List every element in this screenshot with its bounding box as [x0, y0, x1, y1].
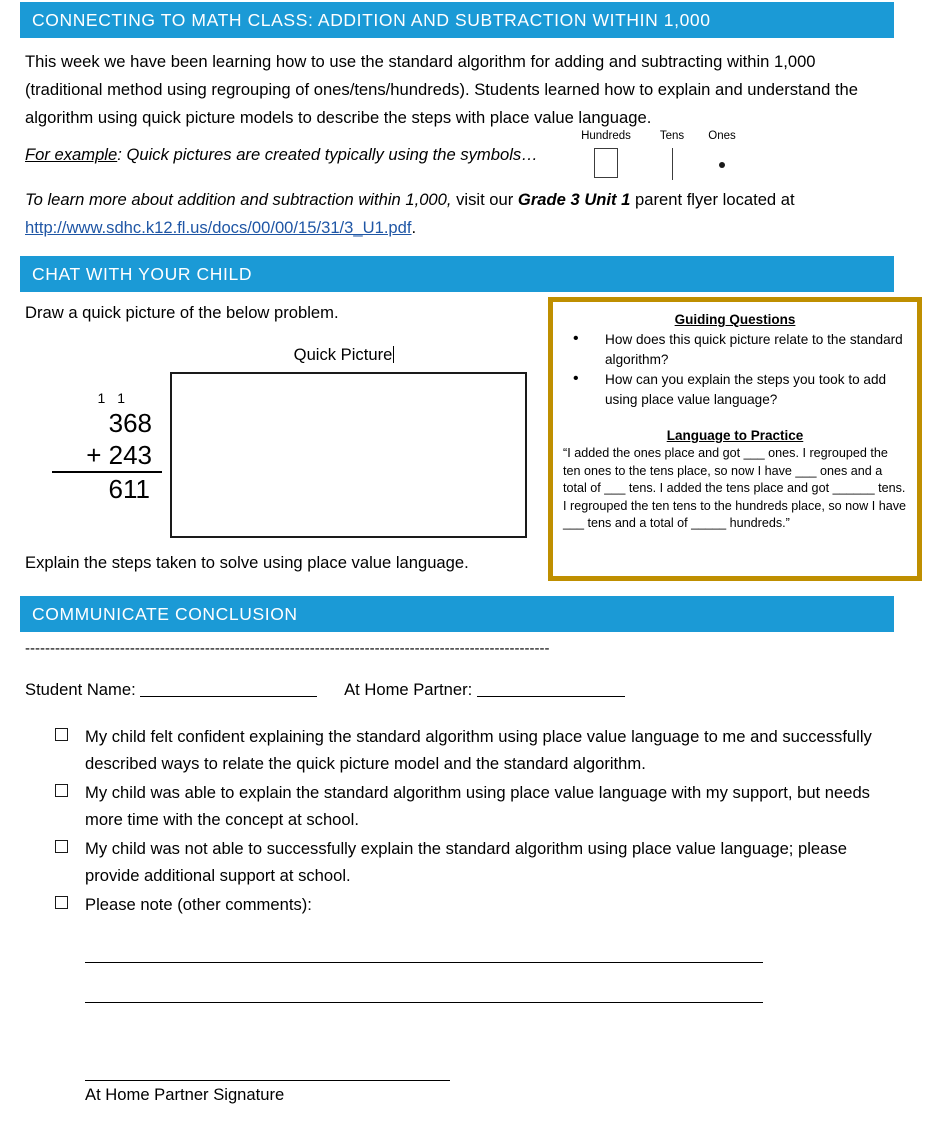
section-header-chat-label: CHAT WITH YOUR CHILD: [32, 263, 253, 284]
dot-symbol-icon: [719, 162, 725, 168]
place-value-tens: [650, 130, 694, 180]
guiding-questions-list: [563, 330, 907, 410]
quick-picture-label-wrap: [160, 345, 528, 365]
language-to-practice-title: Language to Practice: [666, 428, 804, 443]
list-item[interactable]: [52, 891, 897, 918]
section-header-connecting: [20, 2, 894, 38]
intro-paragraph: This week we have been learning how to use the standard algorithm for adding and subtracting within 1,000 (traditional method using regrouping of ones/tens/hundreds). Students learned how to explain and understand the algorithm using quick picture models to describe the steps with place value language.: [25, 52, 859, 127]
text-cursor-icon: [393, 346, 394, 363]
place-value-symbol-group: [570, 130, 760, 180]
conclusion-checkbox-list: [52, 723, 897, 920]
learn-more-flyer-name: Grade 3 Unit 1: [517, 190, 631, 209]
at-home-partner-label: At Home Partner:: [344, 680, 473, 699]
place-value-hundreds: [570, 130, 642, 178]
learn-more-block: [25, 186, 905, 242]
place-value-tens-label: Tens: [659, 130, 685, 142]
link-period: .: [411, 218, 417, 237]
checkbox-label: My child felt confident explaining the standard algorithm using place value language to me and successfully described ways to relate the quick picture model and the standard algorithm.: [85, 727, 872, 773]
dashed-separator: ---------------------------------------------------------------------------------------------------------: [25, 640, 550, 657]
bullet-icon: •: [573, 330, 579, 347]
unit-flyer-link[interactable]: http://www.sdhc.k12.fl.us/docs/00/00/15/31/3_U1.pdf: [25, 218, 412, 237]
student-name-label: Student Name:: [25, 680, 136, 699]
checkbox-icon[interactable]: [55, 896, 68, 909]
square-symbol-icon: [594, 148, 618, 178]
at-home-partner-input[interactable]: [477, 696, 625, 697]
signature-line[interactable]: [85, 1080, 450, 1081]
guiding-questions-box: [548, 297, 922, 581]
guiding-question-text: How can you explain the steps you took to add using place value language?: [605, 372, 887, 407]
guiding-question-text: How does this quick picture relate to the standard algorithm?: [605, 332, 903, 367]
learn-more-visit: visit our: [451, 190, 518, 209]
language-to-practice-text: “I added the ones place and got ___ ones. I regrouped the ten ones to the tens place, so now I have ___ ones and a total of ___ tens. I added the tens place and got ______ tens. I regrouped the ten tens to the hundreds place, so now I have ___ tens and a total of _____ hundreds.”: [563, 446, 907, 530]
guiding-questions-title: Guiding Questions: [674, 312, 796, 327]
quick-picture-label: Quick Picture: [293, 345, 393, 364]
place-value-ones: [700, 130, 744, 168]
addend-one: 368: [108, 408, 152, 438]
section-header-chat: [20, 256, 894, 292]
place-value-ones-label: Ones: [708, 130, 736, 142]
learn-more-suffix: parent flyer located at: [630, 190, 795, 209]
addend-two: + 243: [52, 439, 162, 473]
place-value-hundreds-label: Hundreds: [581, 130, 631, 142]
checkbox-icon[interactable]: [55, 840, 68, 853]
list-item[interactable]: [52, 779, 897, 833]
section-header-conclusion: [20, 596, 894, 632]
explain-steps-prompt: Explain the steps taken to solve using place value language.: [25, 553, 469, 572]
bullet-icon: •: [573, 370, 579, 387]
list-item: [563, 370, 907, 410]
learn-more-prefix: To learn more about addition and subtraction within 1,000,: [25, 190, 452, 209]
for-example-row: [25, 143, 905, 167]
for-example-text: : Quick pictures are created typically using the symbols…: [117, 145, 538, 164]
section-header-connecting-label: CONNECTING TO MATH CLASS: ADDITION AND SUBTRACTION WITHIN 1,000: [32, 9, 711, 30]
comment-line-2[interactable]: [85, 1002, 763, 1003]
checkbox-label: My child was able to explain the standard algorithm using place value language with my support, but needs more time with the concept at school.: [85, 783, 870, 829]
checkbox-icon[interactable]: [55, 728, 68, 741]
quick-picture-drawing-area[interactable]: [170, 372, 527, 538]
checkbox-icon[interactable]: [55, 784, 68, 797]
name-fields-row: [25, 680, 905, 700]
list-item: [563, 330, 907, 370]
list-item[interactable]: [52, 723, 897, 777]
chat-instruction: Draw a quick picture of the below problem.: [25, 303, 339, 322]
comment-line-1[interactable]: [85, 962, 763, 963]
student-name-input[interactable]: [140, 696, 317, 697]
carry-digits: 1 1: [97, 390, 129, 406]
checkbox-label: Please note (other comments):: [85, 895, 312, 914]
addition-problem: [52, 390, 162, 506]
problem-sum: 611: [108, 474, 150, 504]
signature-label: At Home Partner Signature: [85, 1085, 285, 1104]
section-header-conclusion-label: COMMUNICATE CONCLUSION: [32, 603, 298, 624]
for-example-lead: For example: [25, 145, 118, 164]
checkbox-label: My child was not able to successfully explain the standard algorithm using place value language; please provide additional support at school.: [85, 839, 847, 885]
intro-paragraph-block: [25, 48, 885, 142]
list-item[interactable]: [52, 835, 897, 889]
vertical-line-symbol-icon: [672, 148, 673, 180]
